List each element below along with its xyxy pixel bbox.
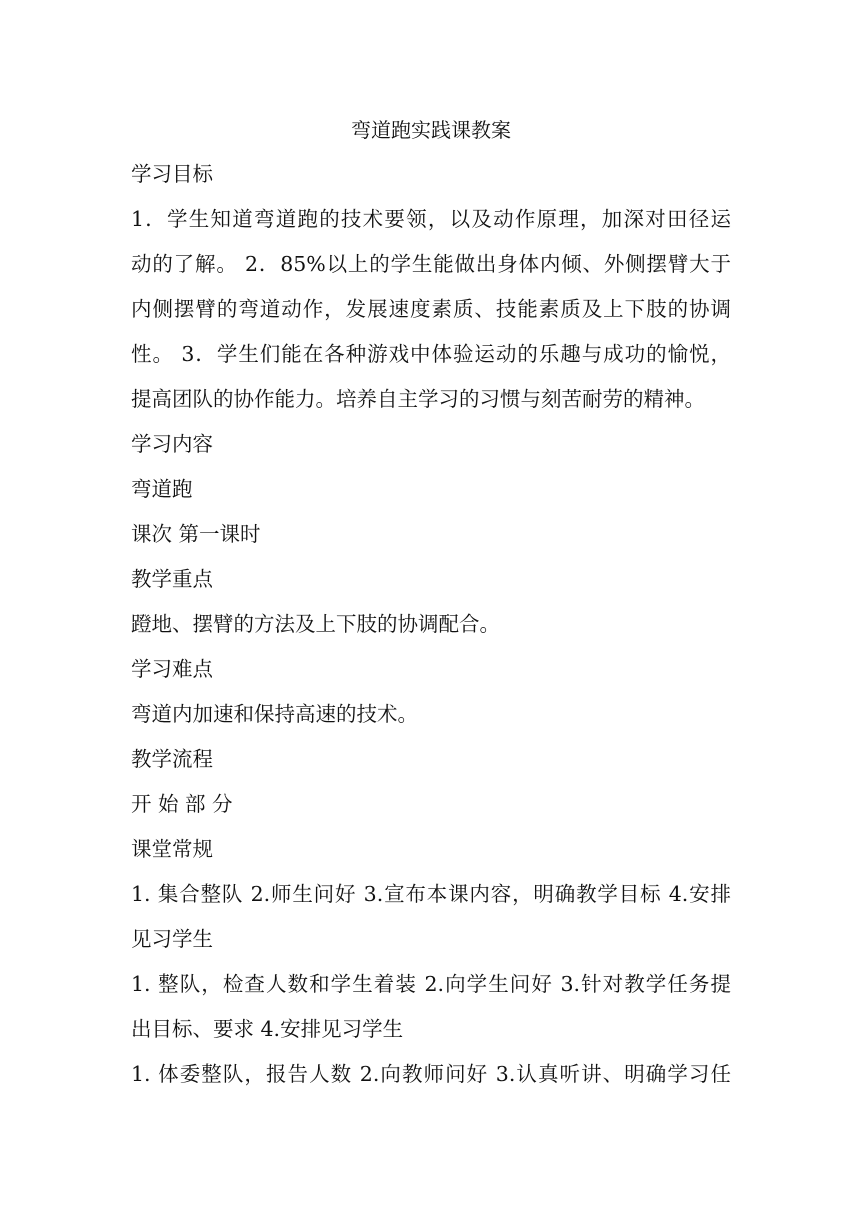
heading-learning-difficulty: 学习难点: [131, 657, 213, 681]
heading-learning-goals: 学习目标: [131, 162, 213, 186]
document-body: [131, 108, 731, 1097]
paragraph-line: 动的了解。 2．85%以上的学生能做出身体内倾、外侧摆臂大于: [131, 252, 731, 276]
section-opening: 开 始 部 分: [131, 792, 233, 816]
document-title: 弯道跑实践课教案: [351, 118, 511, 142]
paragraph-line: 1. 整队，检查人数和学生着装 2.向学生问好 3.针对教学任务提: [131, 972, 731, 996]
heading-learning-content: 学习内容: [131, 432, 213, 456]
heading-teaching-focus: 教学重点: [131, 567, 213, 591]
paragraph-line: 见习学生: [131, 927, 213, 951]
learning-content-text: 弯道跑: [131, 477, 193, 501]
lesson-number: 课次 第一课时: [131, 522, 261, 546]
routine-content: [131, 872, 731, 962]
teacher-activity: [131, 962, 731, 1052]
paragraph-line: 内侧摆臂的弯道动作，发展速度素质、技能素质及上下肢的协调: [131, 297, 731, 321]
paragraph-line: 1．学生知道弯道跑的技术要领，以及动作原理，加深对田径运: [131, 207, 731, 231]
paragraph-line: 性。 3．学生们能在各种游戏中体验运动的乐趣与成功的愉悦，: [131, 342, 731, 366]
student-activity: [131, 1052, 731, 1097]
heading-teaching-process: 教学流程: [131, 747, 213, 771]
paragraph-line: 1. 集合整队 2.师生问好 3.宣布本课内容，明确教学目标 4.安排: [131, 882, 731, 906]
teaching-focus-text: 蹬地、摆臂的方法及上下肢的协调配合。: [131, 612, 500, 636]
heading-class-routine: 课堂常规: [131, 837, 213, 861]
paragraph-line: 提高团队的协作能力。培养自主学习的习惯与刻苦耐劳的精神。: [131, 387, 705, 411]
paragraph-line: 出目标、要求 4.安排见习学生: [131, 1017, 404, 1041]
learning-difficulty-text: 弯道内加速和保持高速的技术。: [131, 702, 418, 726]
paragraph-line: 1. 体委整队，报告人数 2.向教师问好 3.认真听讲、明确学习任: [131, 1062, 731, 1086]
learning-goals-text: [131, 197, 731, 422]
